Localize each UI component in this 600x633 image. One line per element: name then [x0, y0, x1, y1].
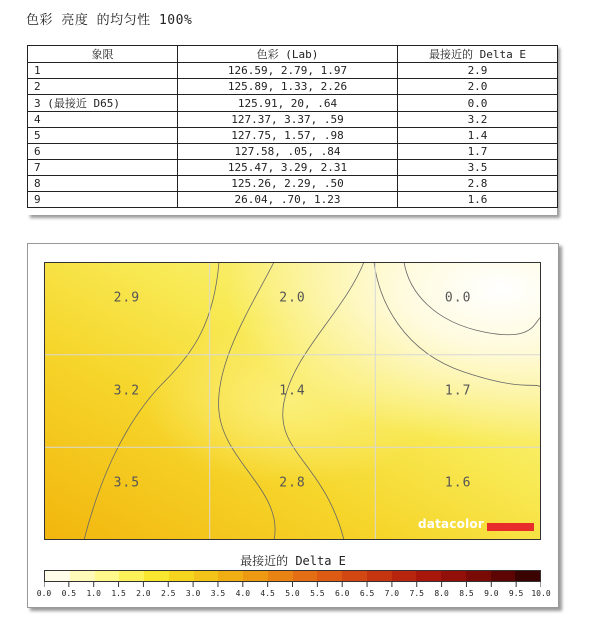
legend-label: 1.5	[111, 589, 126, 598]
legend-label: 7.5	[409, 589, 424, 598]
legend-swatch	[119, 571, 144, 581]
lab-table-container	[27, 45, 557, 215]
legend-swatch	[317, 571, 342, 581]
legend-label: 2.0	[136, 589, 151, 598]
legend-swatch	[367, 571, 392, 581]
heatmap-cell-value: 2.9	[113, 290, 141, 306]
legend-swatch	[45, 571, 70, 581]
header-quadrant: 象限	[28, 46, 178, 63]
legend-swatch	[218, 571, 243, 581]
legend-swatch	[95, 571, 120, 581]
legend-swatch	[466, 571, 491, 581]
legend-swatch	[392, 571, 417, 581]
heatmap-cell-value: 0.0	[444, 290, 472, 306]
legend-label: 4.5	[260, 589, 275, 598]
cell-lab: 125.91, 20, .64	[178, 95, 398, 112]
heatmap-cell-value: 2.0	[279, 290, 306, 306]
legend-label: 4.0	[235, 589, 251, 598]
cell-lab: 125.47, 3.29, 2.31	[178, 160, 398, 176]
legend-swatch	[144, 571, 169, 581]
datacolor-logo: datacolor	[418, 517, 484, 531]
cell-delta: 1.4	[398, 128, 558, 144]
page-title: 色彩 亮度 的均匀性 100%	[26, 13, 193, 28]
header-delta: 最接近的 Delta E	[398, 46, 558, 63]
cell-quadrant: 4	[28, 112, 178, 128]
cell-quadrant: 1	[28, 63, 178, 79]
legend-swatch	[194, 571, 219, 581]
legend-swatch	[491, 571, 516, 581]
legend-label: 5.0	[285, 589, 300, 598]
legend-swatch	[243, 571, 268, 581]
cell-lab: 126.59, 2.79, 1.97	[178, 63, 398, 79]
legend-label: 9.0	[484, 589, 499, 598]
cell-quadrant: 2	[28, 79, 178, 95]
legend-title: 最接近的 Delta E	[240, 554, 346, 568]
table-row	[28, 160, 558, 176]
legend-label: 2.5	[161, 589, 176, 598]
cell-delta: 3.5	[398, 160, 558, 176]
cell-quadrant: 5	[28, 128, 178, 144]
cell-delta: 3.2	[398, 112, 558, 128]
legend-swatch	[293, 571, 318, 581]
cell-lab: 127.58, .05, .84	[178, 144, 398, 160]
table-row	[28, 192, 558, 208]
cell-lab: 127.75, 1.57, .98	[178, 128, 398, 144]
heatmap-cell-value: 2.8	[279, 475, 306, 491]
legend-swatch	[342, 571, 367, 581]
cell-lab: 125.26, 2.29, .50	[178, 176, 398, 192]
cell-lab: 127.37, 3.37, .59	[178, 112, 398, 128]
heatmap-cell-value: 1.6	[444, 475, 472, 491]
legend-label: 0.5	[61, 589, 77, 598]
lab-table	[27, 45, 558, 208]
legend-swatch	[169, 571, 194, 581]
cell-lab: 125.89, 1.33, 2.26	[178, 79, 398, 95]
cell-delta: 2.9	[398, 63, 558, 79]
heatmap-cell-value: 1.7	[444, 383, 472, 399]
table-row	[28, 63, 558, 79]
heatmap-cell-value: 3.2	[113, 383, 141, 399]
header-lab: 色彩 (Lab)	[178, 46, 398, 63]
legend-swatch	[268, 571, 293, 581]
legend-label: 9.5	[508, 589, 524, 598]
legend-label: 8.5	[459, 589, 474, 598]
cell-lab: 26.04, .70, 1.23	[178, 192, 398, 208]
legend-labels	[28, 589, 558, 601]
table-row	[28, 79, 558, 95]
cell-delta: 2.0	[398, 79, 558, 95]
legend-swatch	[70, 571, 95, 581]
legend-label: 8.0	[434, 589, 449, 598]
legend-label: 0.0	[36, 589, 52, 598]
table-row	[28, 176, 558, 192]
table-row	[28, 112, 558, 128]
table-row	[28, 95, 558, 112]
legend-label: 3.0	[185, 589, 201, 598]
datacolor-logo-bar	[487, 523, 534, 531]
legend-swatch	[416, 571, 441, 581]
cell-delta: 1.7	[398, 144, 558, 160]
legend-label: 5.5	[310, 589, 325, 598]
legend-label: 6.0	[334, 589, 350, 598]
legend-swatch	[515, 571, 540, 581]
table-row	[28, 144, 558, 160]
legend-ticks	[44, 582, 541, 588]
cell-quadrant: 6	[28, 144, 178, 160]
table-header-row	[28, 46, 558, 63]
cell-quadrant: 3 (最接近 D65)	[28, 95, 178, 112]
heatmap-cell-value: 1.4	[279, 383, 306, 399]
table-row	[28, 128, 558, 144]
uniformity-panel	[27, 243, 559, 608]
cell-delta: 2.8	[398, 176, 558, 192]
cell-delta: 0.0	[398, 95, 558, 112]
legend-color-bar	[44, 570, 541, 582]
legend-label: 3.5	[210, 589, 226, 598]
legend-label: 7.0	[384, 589, 400, 598]
heatmap-cell-value: 3.5	[113, 475, 141, 491]
cell-quadrant: 9	[28, 192, 178, 208]
legend-label: 10.0	[531, 589, 551, 598]
cell-delta: 1.6	[398, 192, 558, 208]
uniformity-heatmap	[44, 262, 541, 540]
cell-quadrant: 7	[28, 160, 178, 176]
legend-label: 6.5	[359, 589, 375, 598]
legend-label: 1.0	[86, 589, 101, 598]
legend-swatch	[441, 571, 466, 581]
cell-quadrant: 8	[28, 176, 178, 192]
